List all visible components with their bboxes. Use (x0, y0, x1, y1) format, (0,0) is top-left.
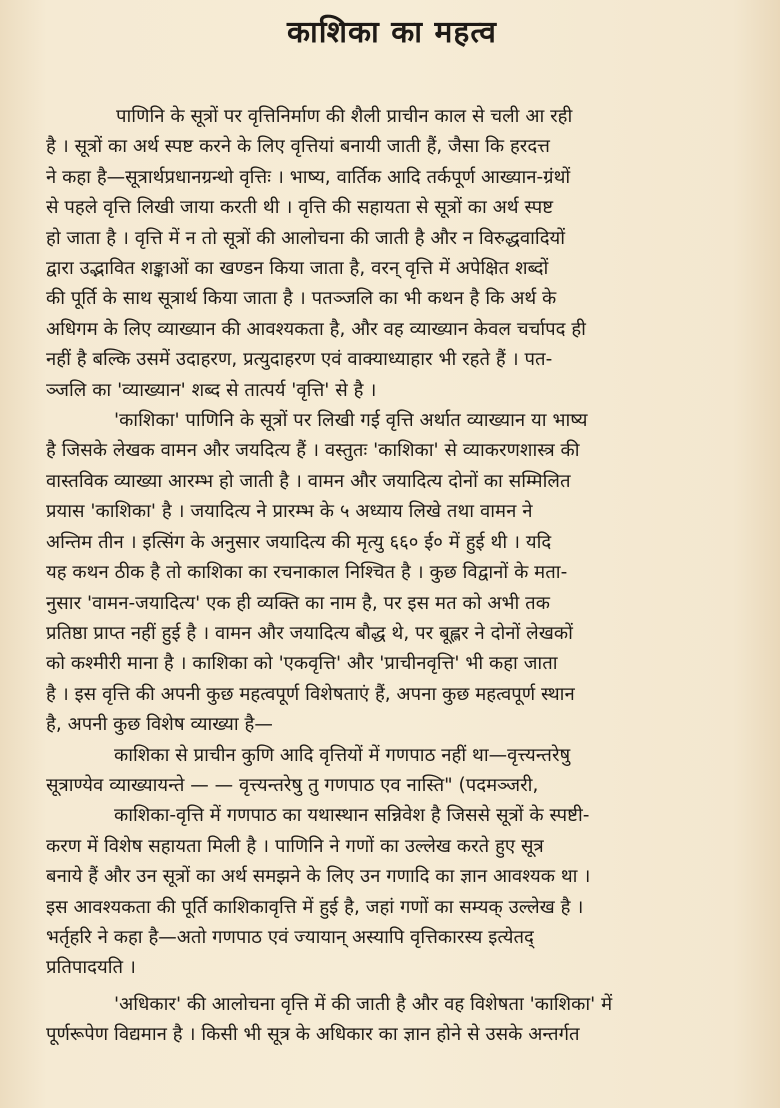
text-line: 'काशिका' पाणिनि के सूत्रों पर लिखी गई वृत्ति अर्थात व्याख्यान या भाष्य (114, 410, 588, 432)
text-line: नुसार 'वामन-जयादित्य' एक ही व्यक्ति का नाम है, पर इस मत को अभी तक (46, 592, 550, 614)
text-line: पाणिनि के सूत्रों पर वृत्तिनिर्माण की शैली प्राचीन काल से चली आ रही (116, 106, 573, 127)
text-line: पूर्णरूपेण विद्यमान है । किसी भी सूत्र के अधिकार का ज्ञान होने से उसके अन्तर्गत (46, 1024, 580, 1046)
text-line: की पूर्ति के साथ सूत्रार्थ किया जाता है । पतञ्जलि का भी कथन है कि अर्थ के (46, 288, 557, 310)
text-line: नहीं है बल्कि उसमें उदाहरण, प्रत्युदाहरण एवं वाक्याध्याहार भी रहते हैं । पत- (46, 349, 553, 371)
text-line: अधिगम के लिए व्याख्यान की आवश्यकता है, और वह व्याख्यान केवल चर्चापद ही (46, 318, 586, 340)
text-line: बनाये हैं और उन सूत्रों का अर्थ समझने के लिए उन गणादि का ज्ञान आवश्यक था । (46, 866, 591, 888)
text-line: यह कथन ठीक है तो काशिका का रचनाकाल निश्चित है । कुछ विद्वानों के मता- (46, 562, 568, 584)
text-line: है । इस वृत्ति की अपनी कुछ महत्वपूर्ण विशेषताएं हैं, अपना कुछ महत्वपूर्ण स्थान (46, 683, 575, 705)
text-line: 'अधिकार' की आलोचना वृत्ति में की जाती है और वह विशेषता 'काशिका' में (114, 993, 613, 1015)
text-line: प्रतिष्ठा प्राप्त नहीं हुई है । वामन और जयादित्य बौद्ध थे, पर बूह्लर ने दोनों लेखकों (46, 622, 573, 644)
text-line: करण में विशेष सहायता मिली है । पाणिनि ने गणों का उल्लेख करते हुए सूत्र (46, 835, 544, 857)
text-line: है । सूत्रों का अर्थ स्पष्ट करने के लिए वृत्तियां बनायी जाती हैं, जैसा कि हरदत्त (46, 136, 550, 158)
text-line: ने कहा है—सूत्रार्थप्रधानग्रन्थो वृत्तिः । भाष्य, वार्तिक आदि तर्कपूर्ण आख्यान-ग्रंथों (46, 166, 571, 188)
text-line: भर्तृहरि ने कहा है—अतो गणपाठ एवं ज्यायान् अस्यापि वृत्तिकारस्य इत्येतद् (46, 926, 534, 948)
text-line: है जिसके लेखक वामन और जयदित्य हैं । वस्तुतः 'काशिका' से व्याकरणशास्त्र की (46, 440, 580, 462)
page-title: काशिका का महत्व (287, 15, 497, 50)
text-line: प्रयास 'काशिका' है । जयादित्य ने प्रारम्भ के ५ अध्याय लिखे तथा वामन ने (46, 501, 533, 523)
text-line: द्वारा उद्भावित शङ्काओं का खण्डन किया जाता है, वरन् वृत्ति में अपेक्षित शब्दों (46, 258, 549, 280)
text-line: से पहले वृत्ति लिखी जाया करती थी । वृत्ति की सहायता से सूत्रों का अर्थ स्पष्ट (46, 197, 554, 219)
text-line: काशिका-वृत्ति में गणपाठ का यथास्थान सन्निवेश है जिससे सूत्रों के स्पष्टी- (114, 805, 590, 827)
text-line: सूत्राण्येव व्याख्यायन्ते — — वृत्त्यन्तरेषु तु गणपाठ एव नास्ति" (पदमञ्जरी, (46, 774, 539, 796)
text-line: है, अपनी कुछ विशेष व्याख्या है— (46, 714, 273, 736)
text-line: काशिका से प्राचीन कुणि आदि वृत्तियों में गणपाठ नहीं था—वृत्त्यन्तरेषु (114, 744, 571, 766)
text-line: हो जाता है । वृत्ति में न तो सूत्रों की आलोचना की जाती है और न विरुद्धवादियों (46, 227, 566, 249)
text-line: इस आवश्यकता की पूर्ति काशिकावृत्ति में हुई है, जहां गणों का सम्यक् उल्लेख है । (46, 896, 584, 918)
body-text (46, 102, 738, 1051)
text-line: को कश्मीरी माना है । काशिका को 'एकवृत्ति' और 'प्राचीनवृत्ति' भी कहा जाता (46, 653, 558, 675)
text-line: वास्तविक व्याख्या आरम्भ हो जाती है । वामन और जयादित्य दोनों का सम्मिलित (46, 470, 571, 492)
text-line: ञ्जलि का 'व्याख्यान' शब्द से तात्पर्य 'वृत्ति' से है । (46, 379, 377, 401)
text-line: प्रतिपादयति । (46, 957, 136, 979)
text-line: अन्तिम तीन । इत्सिंग के अनुसार जयादित्य की मृत्यु ६६० ई० में हुई थी । यदि (46, 531, 552, 553)
